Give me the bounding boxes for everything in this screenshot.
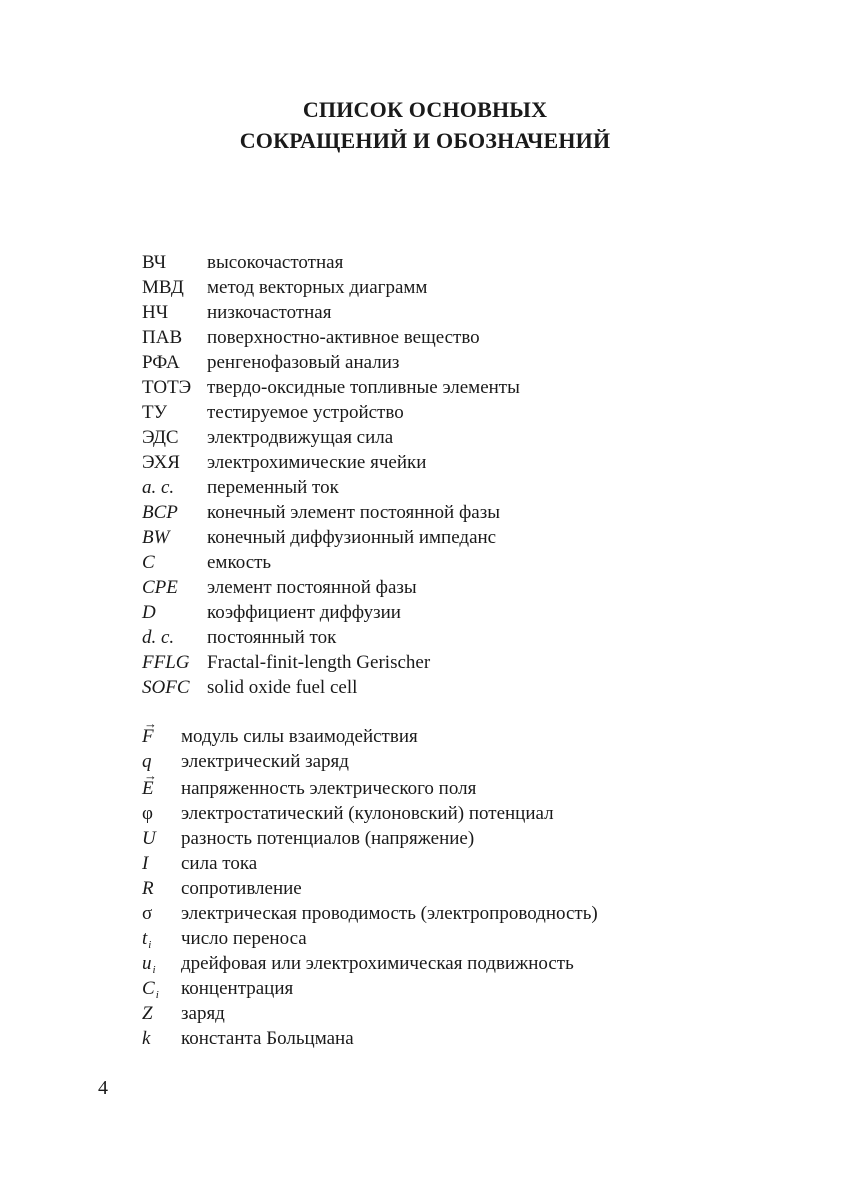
- abbreviation-row: [142, 475, 520, 500]
- abbreviation-definition: ренгенофазовый анализ: [207, 352, 400, 373]
- vector-symbol: → F: [142, 722, 154, 752]
- abbreviation-term: ТУ: [142, 402, 168, 423]
- symbol-definition: заряд: [181, 1003, 225, 1024]
- symbol-definition: электрическая проводимость (электропроводность): [181, 903, 598, 924]
- symbol-base: t: [142, 928, 148, 949]
- abbreviation-definition: конечный элемент постоянной фазы: [207, 502, 500, 523]
- abbreviation-term: РФА: [142, 352, 180, 373]
- abbreviation-definition: электродвижущая сила: [207, 427, 394, 448]
- abbreviation-row: [142, 600, 520, 625]
- abbreviation-definition: высокочастотная: [207, 252, 344, 273]
- abbreviation-term: МВД: [142, 277, 184, 298]
- symbol-definition: модуль силы взаимодействия: [181, 726, 418, 747]
- symbol-term: Z: [142, 1003, 153, 1024]
- page-title-line-1: СПИСОК ОСНОВНЫХ: [302, 97, 548, 122]
- abbreviation-row: [142, 250, 520, 275]
- abbreviation-definition: метод векторных диаграмм: [207, 277, 428, 298]
- symbol-term: q: [142, 751, 152, 772]
- abbreviation-term: D: [142, 602, 156, 623]
- abbreviation-term: SOFC: [142, 677, 190, 698]
- abbreviation-row: [142, 525, 520, 550]
- symbol-subscript: i: [148, 939, 152, 951]
- symbol-definition: константа Больцмана: [181, 1028, 354, 1049]
- symbol-row: [142, 826, 598, 851]
- symbol-term: R: [142, 878, 154, 899]
- abbreviations-list: [142, 250, 520, 700]
- abbreviation-row: [142, 275, 520, 300]
- symbol-row: [142, 1026, 598, 1051]
- abbreviation-row: [142, 425, 520, 450]
- abbreviation-row: [142, 500, 520, 525]
- abbreviation-term: CPE: [142, 577, 178, 598]
- abbreviation-definition: элемент постоянной фазы: [207, 577, 417, 598]
- abbreviation-definition: емкость: [207, 552, 272, 573]
- abbreviation-row: [142, 400, 520, 425]
- symbol-definition: дрейфовая или электрохимическая подвижность: [181, 953, 574, 974]
- abbreviation-row: [142, 625, 520, 650]
- abbreviation-definition: постоянный ток: [207, 627, 337, 648]
- abbreviation-definition: поверхностно-активное вещество: [207, 327, 480, 348]
- page-title-line-2: СОКРАЩЕНИЙ И ОБОЗНАЧЕНИЙ: [239, 128, 611, 153]
- symbol-row: [142, 851, 598, 876]
- abbreviation-term: FFLG: [142, 652, 190, 673]
- symbol-base: C: [142, 978, 155, 999]
- symbol-row: [142, 951, 598, 976]
- symbol-term: I: [142, 853, 149, 874]
- symbol-base: u: [142, 953, 152, 974]
- symbol-row: [142, 749, 598, 774]
- symbol-definition: электростатический (кулоновский) потенциал: [181, 803, 554, 824]
- symbol-definition: сила тока: [181, 853, 258, 874]
- abbreviation-definition: электрохимические ячейки: [207, 452, 427, 473]
- abbreviation-term: ЭДС: [142, 427, 179, 448]
- abbreviation-term: BCP: [142, 502, 178, 523]
- symbol-term: [142, 774, 181, 804]
- symbol-definition: число переноса: [181, 928, 307, 949]
- symbols-list: [142, 722, 598, 1051]
- abbreviation-row: [142, 350, 520, 375]
- page-number: 4: [98, 1077, 108, 1099]
- symbol-subscript: i: [155, 989, 159, 1001]
- abbreviation-term: a. c.: [142, 477, 175, 498]
- symbol-term: φ: [142, 803, 153, 824]
- abbreviation-term: ПАВ: [142, 327, 183, 348]
- abbreviation-row: [142, 300, 520, 325]
- abbreviation-row: [142, 650, 520, 675]
- symbol-row: [142, 976, 598, 1001]
- symbol-term: k: [142, 1028, 151, 1049]
- abbreviation-term: C: [142, 552, 155, 573]
- symbol-term: σ: [142, 903, 153, 924]
- abbreviation-definition: коэффициент диффузии: [207, 602, 401, 623]
- abbreviation-definition: твердо-оксидные топливные элементы: [207, 377, 520, 398]
- abbreviation-term: BW: [142, 527, 170, 548]
- page-title: [0, 94, 850, 156]
- abbreviation-row: [142, 550, 520, 575]
- abbreviation-definition: конечный диффузионный импеданс: [207, 527, 497, 548]
- abbreviation-row: [142, 575, 520, 600]
- vector-symbol: → E: [142, 774, 154, 804]
- abbreviation-row: [142, 375, 520, 400]
- abbreviation-row: [142, 325, 520, 350]
- abbreviation-row: [142, 450, 520, 475]
- abbreviation-term: ЭХЯ: [142, 452, 180, 473]
- symbol-row: [142, 876, 598, 901]
- symbol-row: [142, 801, 598, 826]
- abbreviation-definition: переменный ток: [207, 477, 339, 498]
- abbreviation-term: НЧ: [142, 302, 169, 323]
- symbol-definition: электрический заряд: [181, 751, 349, 772]
- abbreviation-definition: solid oxide fuel cell: [207, 677, 358, 698]
- abbreviation-definition: Fractal-finit-length Gerischer: [207, 652, 431, 673]
- abbreviation-row: [142, 675, 520, 700]
- symbol-row: [142, 926, 598, 951]
- symbol-definition: разность потенциалов (напряжение): [181, 828, 475, 849]
- abbreviation-term: ВЧ: [142, 252, 167, 273]
- abbreviation-definition: низкочастотная: [207, 302, 332, 323]
- symbol-row: [142, 901, 598, 926]
- symbol-subscript: i: [152, 964, 156, 976]
- symbol-definition: концентрация: [181, 978, 294, 999]
- symbol-row: [142, 1001, 598, 1026]
- abbreviation-term: d. c.: [142, 627, 175, 648]
- symbol-definition: напряженность электрического поля: [181, 778, 477, 799]
- symbol-definition: сопротивление: [181, 878, 302, 899]
- symbol-row: [142, 722, 598, 749]
- symbol-row: [142, 774, 598, 801]
- symbol-term: U: [142, 828, 156, 849]
- abbreviation-term: ТОТЭ: [142, 377, 192, 398]
- abbreviation-definition: тестируемое устройство: [207, 402, 404, 423]
- symbol-term: [142, 722, 181, 752]
